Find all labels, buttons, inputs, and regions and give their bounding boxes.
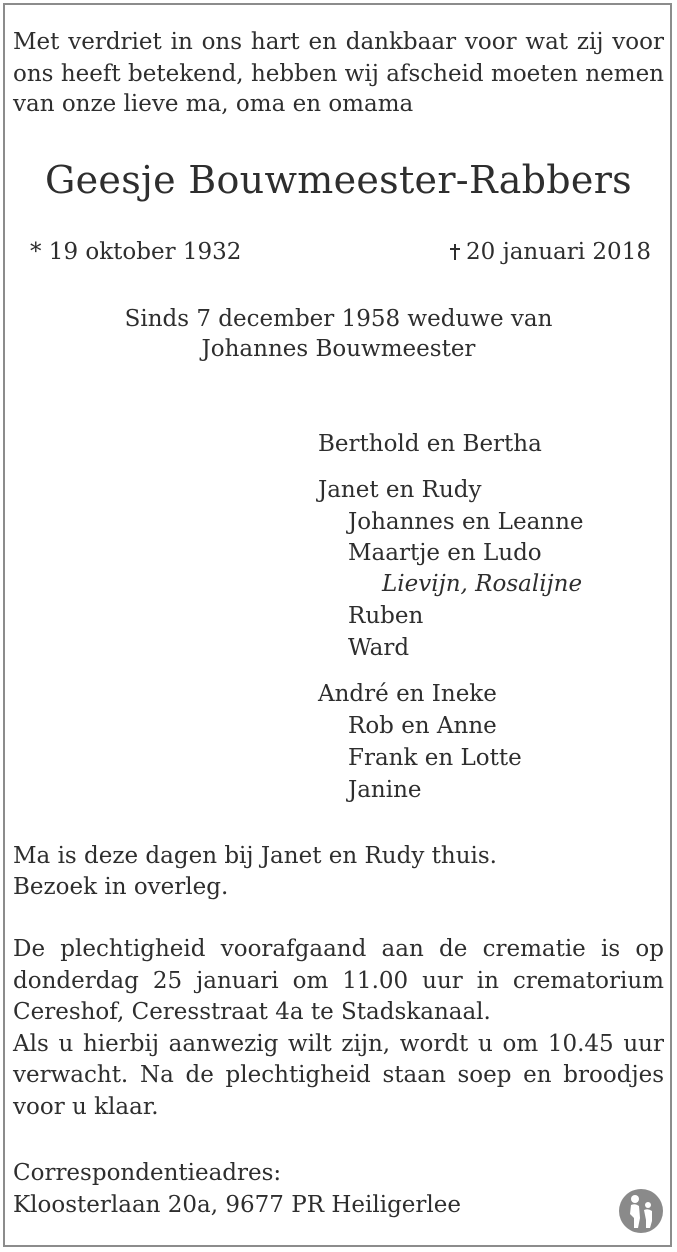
intro-line-1: Met verdriet in ons hart en dankbaar voor wat zij voor (13, 29, 664, 55)
widow-line-1: Sinds 7 december 1958 weduwe van (124, 306, 553, 332)
cross-icon (450, 244, 460, 260)
family-member: Ruben (348, 603, 424, 629)
intro-line-3: van onze lieve ma, oma en omama (13, 91, 414, 117)
ceremony-line-6: voor u klaar. (13, 1094, 159, 1120)
ceremony-line-4: Als u hierbij aanwezig wilt zijn, wordt u om 10.45 uur (13, 1031, 664, 1057)
family-member: Maartje en Ludo (348, 540, 542, 566)
correspondence-address: Kloosterlaan 20a, 9677 PR Heiligerlee (13, 1192, 461, 1218)
family-member: Janine (348, 777, 422, 803)
family-member-children: Lievijn, Rosalijne (382, 571, 583, 597)
widow-line-2: Johannes Bouwmeester (201, 336, 476, 362)
family-member: Johannes en Leanne (348, 509, 584, 535)
ceremony-line-3: Cereshof, Ceresstraat 4a te Stadskanaal. (13, 999, 491, 1025)
intro-line-2: ons heeft betekend, hebben wij afscheid moeten nemen (13, 61, 664, 87)
ceremony-line-5: verwacht. Na de plechtigheid staan soep en broodjes (13, 1062, 664, 1088)
family-member: Janet en Rudy (318, 477, 482, 503)
visit-line-1: Ma is deze dagen bij Janet en Rudy thuis. (13, 843, 497, 869)
death-date-row (450, 237, 651, 268)
family-member: Rob en Anne (348, 713, 497, 739)
family-member: André en Ineke (318, 681, 497, 707)
funeral-logo-icon (618, 1188, 664, 1234)
deceased-name: Geesje Bouwmeester-Rabbers (44, 158, 632, 202)
family-member: Ward (348, 635, 410, 661)
death-date: 20 januari 2018 (466, 239, 651, 265)
ceremony-line-2: donderdag 25 januari om 11.00 uur in crematorium (13, 968, 664, 994)
birth-date: * 19 oktober 1932 (30, 239, 242, 265)
family-member: Frank en Lotte (348, 745, 522, 771)
ceremony-line-1: De plechtigheid voorafgaand aan de crematie is op (13, 936, 664, 962)
correspondence-label: Correspondentieadres: (13, 1160, 282, 1186)
family-member: Berthold en Bertha (318, 431, 542, 457)
visit-line-2: Bezoek in overleg. (13, 874, 229, 900)
